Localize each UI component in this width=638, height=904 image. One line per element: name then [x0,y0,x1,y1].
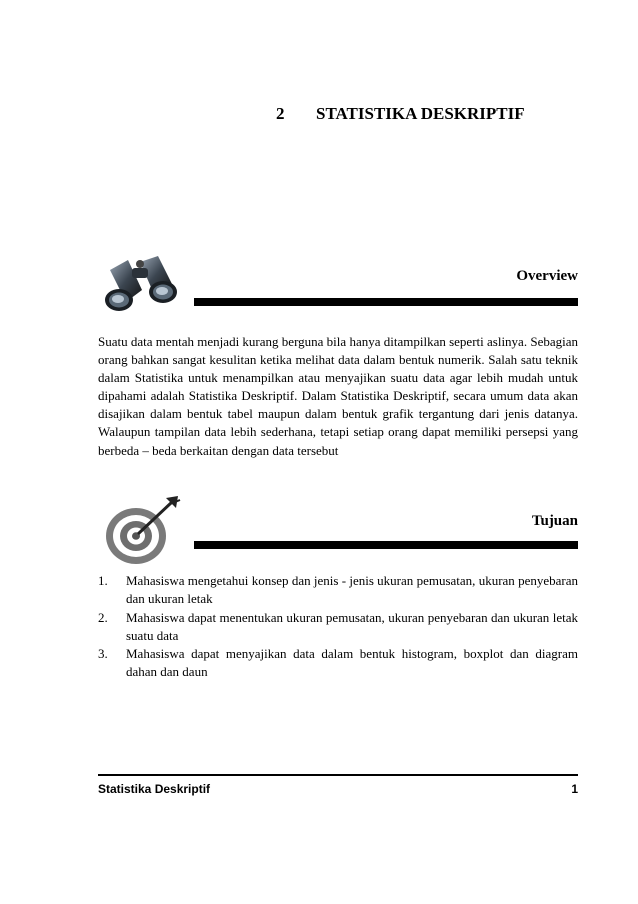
tujuan-divider-bar [194,541,578,549]
list-item-text: Mahasiswa dapat menyajikan data dalam bentuk histogram, boxplot dan diagram dahan dan daun [126,646,578,680]
target-icon [100,494,184,568]
overview-heading: Overview [516,268,578,284]
overview-paragraph: Suatu data mentah menjadi kurang berguna bila hanya ditampilkan seperti aslinya. Sebagian orang bahkan sangat kesulitan ketika melihat data dalam bentuk numerik. Salah satu teknik dalam Statistika untuk menampilkan atau menyajikan suatu data agar lebih mudah untuk dipahami adalah Statistika Deskriptif. Dalam Statistika Deskriptif, secara umum data akan disajikan dalam bentuk tabel maupun dalam bentuk grafik tergantung dari jenis datanya. Walaupun tampilan data lebih sederhana, tetapi setiap orang dapat memiliki persepsi yang berbeda – beda berkaitan dengan data tersebut [98,334,578,458]
page-number: 1 [571,782,578,796]
chapter-title [276,104,596,124]
tujuan-heading: Tujuan [531,513,578,529]
footer-divider [98,774,578,776]
list-item [98,609,578,646]
binoculars-icon [96,250,186,322]
list-item-number: 3. [98,646,108,662]
list-item-number: 1. [98,573,108,588]
list-item-text: Mahasiswa dapat menentukan ukuran pemusatan, ukuran penyebaran dan ukuran letak suatu data [126,609,578,643]
list-item [98,572,578,609]
overview-divider-bar [194,298,578,306]
chapter-number: 2 [276,104,285,123]
list-item [98,645,578,682]
footer-title: Statistika Deskriptif [98,782,211,796]
page-footer [98,782,578,796]
list-item-number: 2. [98,609,108,625]
list-item-text: Mahasiswa mengetahui konsep dan jenis - jenis ukuran pemusatan, ukuran penyebaran dan ukuran letak [126,573,578,607]
chapter-name: STATISTIKA DESKRIPTIF [316,104,525,123]
tujuan-list [98,572,578,682]
